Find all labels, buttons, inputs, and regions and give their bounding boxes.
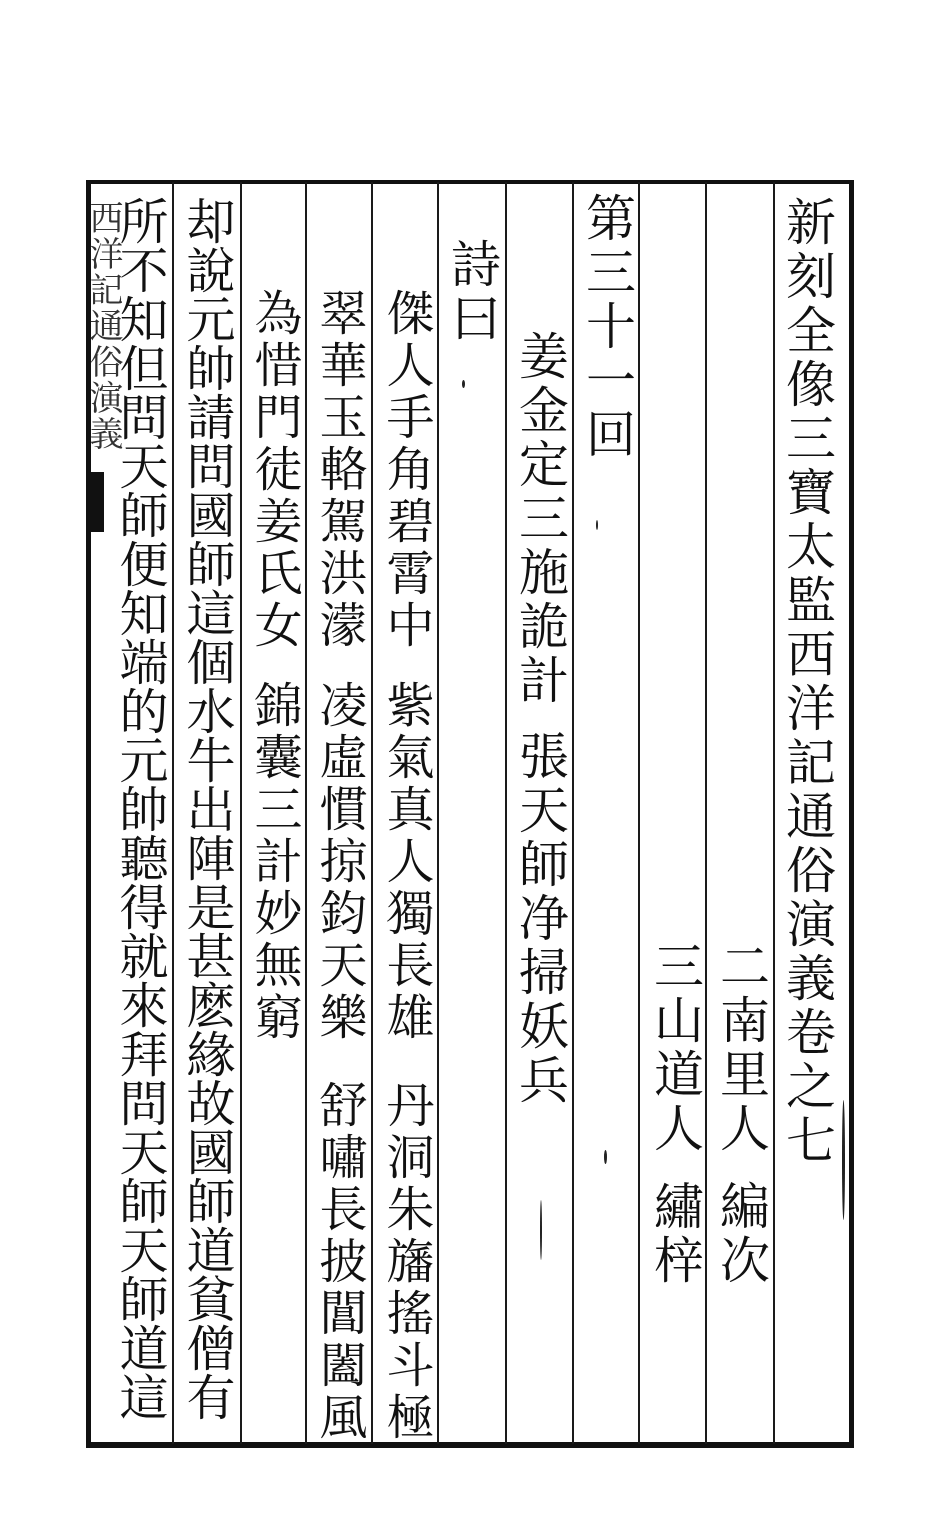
- poem-line-segment: 丹洞朱旛搖斗極: [378, 1080, 434, 1444]
- author-role: 編次: [712, 1180, 770, 1288]
- column-rule: [437, 182, 439, 1444]
- column-rule: [773, 182, 775, 1444]
- ink-speck: [540, 1200, 542, 1260]
- margin-fragment: 西洋記通俗演義: [83, 200, 123, 452]
- poem-line-segment: 凌虛慣掠鈞天樂: [311, 680, 367, 1044]
- chapter-number: 第三十一回: [578, 192, 636, 462]
- editor-role: 繡梓: [646, 1180, 704, 1288]
- poem-line-segment: 翠華玉輅駕洪濛: [311, 288, 367, 652]
- ink-speck: [596, 520, 598, 530]
- body-text-line: 却說元帥請問國師這個水牛出陣是甚麽緣故國師道貧僧有: [179, 196, 236, 1421]
- column-rule: [172, 182, 174, 1444]
- column-rule: [371, 182, 373, 1444]
- poem-line-segment: 錦囊三計妙無窮: [246, 680, 302, 1044]
- poem-line-segment: 傑人手角碧霄中: [378, 288, 434, 652]
- poem-label: 詩曰: [443, 238, 501, 346]
- poem-line-segment: 為惜門徒姜氏女: [246, 288, 302, 652]
- ink-speck: [842, 1100, 845, 1220]
- author-name: 二南里人: [712, 940, 770, 1156]
- chapter-title-second: 張天師净掃妖兵: [511, 730, 569, 1108]
- editor-name: 三山道人: [646, 940, 704, 1156]
- column-rule: [638, 182, 640, 1444]
- book-title: 新刻全像三寶太監西洋記通俗演義卷之七: [778, 196, 836, 1168]
- poem-line-segment: 紫氣真人獨長雄: [378, 680, 434, 1044]
- fishtail-mark: [88, 472, 104, 532]
- ink-speck: [604, 1150, 607, 1164]
- ink-speck: [462, 380, 465, 388]
- column-rule: [305, 182, 307, 1444]
- column-rule: [572, 182, 574, 1444]
- column-rule: [705, 182, 707, 1444]
- column-rule: [240, 182, 242, 1444]
- body-text-line: 所不知但問天師便知端的元帥聽得就來拜問天師天師道這: [112, 196, 169, 1421]
- chapter-title-first: 姜金定三施詭計: [511, 330, 569, 708]
- poem-line-segment: 舒嘯長披閶闔風: [311, 1080, 367, 1444]
- column-rule: [505, 182, 507, 1444]
